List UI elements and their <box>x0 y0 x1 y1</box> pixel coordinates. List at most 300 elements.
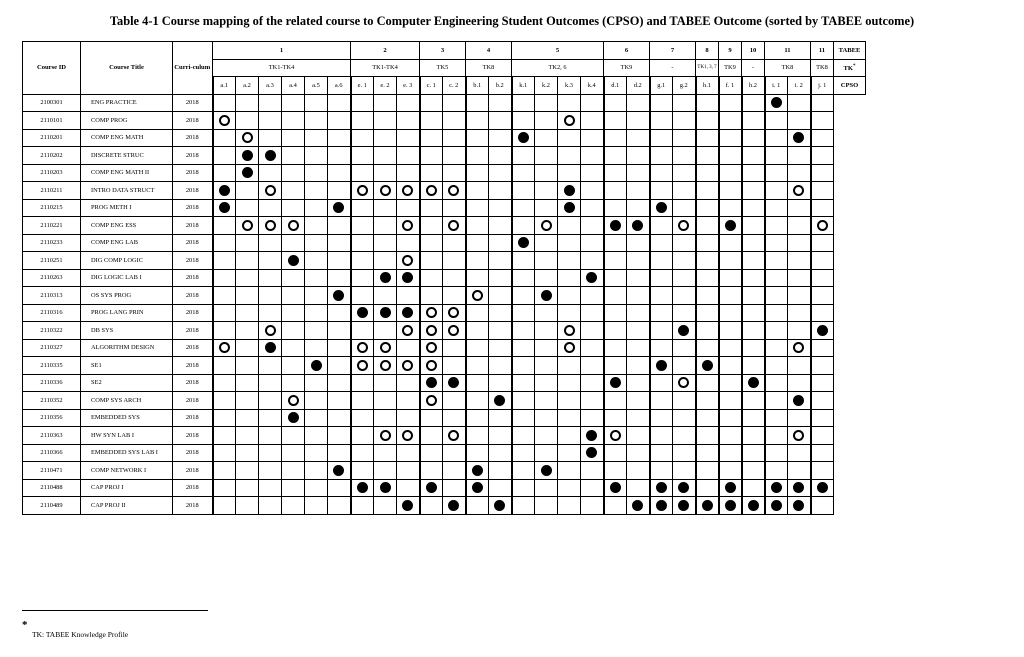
mapping-cell <box>742 427 765 445</box>
mapping-cell <box>443 462 466 480</box>
course-id-cell: 2110363 <box>23 427 81 445</box>
mapping-cell <box>673 444 696 462</box>
table-row <box>23 234 866 252</box>
mapping-cell <box>213 94 236 112</box>
tk-group-header: TK5 <box>420 59 466 77</box>
mapping-cell <box>811 199 834 217</box>
mapping-cell <box>719 497 742 515</box>
filled-circle-icon <box>748 500 759 511</box>
mapping-cell <box>236 479 259 497</box>
mapping-cell <box>581 287 604 305</box>
cpso-label: CPSO <box>834 77 866 95</box>
mapping-cell <box>581 497 604 515</box>
mapping-cell <box>765 147 788 165</box>
course-title-cell: PROG LANG PRIN <box>81 304 173 322</box>
mapping-cell <box>650 357 673 375</box>
mapping-cell <box>742 409 765 427</box>
curriculum-cell: 2018 <box>173 339 213 357</box>
mapping-cell <box>489 444 512 462</box>
mapping-cell <box>420 304 443 322</box>
mapping-cell <box>466 269 489 287</box>
filled-circle-icon <box>725 482 736 493</box>
mapping-cell <box>696 199 719 217</box>
mapping-cell <box>236 322 259 340</box>
mapping-cell <box>420 339 443 357</box>
mapping-cell <box>420 444 443 462</box>
mapping-cell <box>719 269 742 287</box>
tk-group-header: TK1-TK4 <box>213 59 351 77</box>
tk-group-header: TK2, 6 <box>512 59 604 77</box>
mapping-cell <box>397 392 420 410</box>
mapping-cell <box>374 444 397 462</box>
mapping-cell <box>811 409 834 427</box>
mapping-cell <box>788 234 811 252</box>
mapping-cell <box>236 252 259 270</box>
table-row <box>23 322 866 340</box>
course-id-cell: 2110335 <box>23 357 81 375</box>
cpso-header: j. 1 <box>811 77 834 95</box>
empty-cell <box>834 287 866 305</box>
mapping-cell <box>420 357 443 375</box>
mapping-cell <box>305 164 328 182</box>
mapping-cell <box>627 322 650 340</box>
mapping-cell <box>650 444 673 462</box>
filled-circle-icon <box>426 377 437 388</box>
mapping-cell <box>627 199 650 217</box>
mapping-cell <box>282 497 305 515</box>
mapping-cell <box>696 339 719 357</box>
cpso-header: e. 3 <box>397 77 420 95</box>
mapping-cell <box>719 374 742 392</box>
mapping-cell <box>650 94 673 112</box>
open-circle-icon <box>541 220 552 231</box>
mapping-cell <box>650 217 673 235</box>
mapping-cell <box>259 497 282 515</box>
mapping-cell <box>765 269 788 287</box>
mapping-cell <box>489 409 512 427</box>
mapping-cell <box>696 234 719 252</box>
mapping-cell <box>374 339 397 357</box>
table-row <box>23 304 866 322</box>
mapping-cell <box>213 112 236 130</box>
course-title-header: Course Title <box>81 42 173 95</box>
mapping-cell <box>811 94 834 112</box>
mapping-cell <box>627 339 650 357</box>
mapping-cell <box>627 112 650 130</box>
mapping-cell <box>351 462 374 480</box>
mapping-cell <box>581 444 604 462</box>
mapping-cell <box>443 427 466 445</box>
mapping-cell <box>673 182 696 200</box>
mapping-cell <box>788 304 811 322</box>
filled-circle-icon <box>311 360 322 371</box>
mapping-cell <box>305 304 328 322</box>
mapping-cell <box>719 479 742 497</box>
mapping-cell <box>811 287 834 305</box>
mapping-cell <box>811 217 834 235</box>
curriculum-cell: 2018 <box>173 164 213 182</box>
cpso-header: a.5 <box>305 77 328 95</box>
mapping-cell <box>742 322 765 340</box>
filled-circle-icon <box>448 377 459 388</box>
mapping-cell <box>305 112 328 130</box>
mapping-cell <box>236 304 259 322</box>
mapping-cell <box>328 392 351 410</box>
mapping-cell <box>696 112 719 130</box>
filled-circle-icon <box>586 272 597 283</box>
mapping-cell <box>489 164 512 182</box>
cpso-header: k.4 <box>581 77 604 95</box>
course-title-cell: HW SYN LAB I <box>81 427 173 445</box>
table-row <box>23 269 866 287</box>
mapping-cell <box>512 374 535 392</box>
mapping-cell <box>811 269 834 287</box>
mapping-cell <box>650 287 673 305</box>
course-title-cell: DIG LOGIC LAB I <box>81 269 173 287</box>
empty-cell <box>834 217 866 235</box>
mapping-cell <box>443 217 466 235</box>
mapping-cell <box>558 497 581 515</box>
mapping-cell <box>558 94 581 112</box>
mapping-cell <box>374 129 397 147</box>
cpso-header: g.1 <box>650 77 673 95</box>
open-circle-icon <box>426 307 437 318</box>
mapping-cell <box>443 269 466 287</box>
filled-circle-icon <box>402 307 413 318</box>
mapping-cell <box>604 357 627 375</box>
mapping-cell <box>328 444 351 462</box>
mapping-cell <box>259 269 282 287</box>
mapping-cell <box>236 112 259 130</box>
filled-circle-icon <box>426 482 437 493</box>
mapping-cell <box>742 339 765 357</box>
mapping-cell <box>765 479 788 497</box>
table-row <box>23 427 866 445</box>
mapping-cell <box>443 357 466 375</box>
course-title-cell: ENG PRACTICE <box>81 94 173 112</box>
empty-cell <box>834 252 866 270</box>
mapping-cell <box>397 147 420 165</box>
mapping-cell <box>742 497 765 515</box>
mapping-cell <box>420 252 443 270</box>
filled-circle-icon <box>678 325 689 336</box>
open-circle-icon <box>426 325 437 336</box>
mapping-cell <box>765 444 788 462</box>
mapping-cell <box>489 479 512 497</box>
mapping-cell <box>558 374 581 392</box>
course-title-cell: OS SYS PROG <box>81 287 173 305</box>
mapping-cell <box>374 94 397 112</box>
mapping-cell <box>328 479 351 497</box>
mapping-cell <box>650 427 673 445</box>
mapping-cell <box>673 427 696 445</box>
mapping-cell <box>466 147 489 165</box>
course-id-cell: 2110313 <box>23 287 81 305</box>
mapping-cell <box>696 269 719 287</box>
mapping-cell <box>351 479 374 497</box>
table-row <box>23 287 866 305</box>
tk-group-header: TK9 <box>604 59 650 77</box>
filled-circle-icon <box>333 465 344 476</box>
mapping-cell <box>236 357 259 375</box>
empty-cell <box>834 269 866 287</box>
mapping-cell <box>351 182 374 200</box>
mapping-cell <box>420 462 443 480</box>
mapping-cell <box>328 164 351 182</box>
mapping-cell <box>788 94 811 112</box>
empty-cell <box>834 164 866 182</box>
mapping-cell <box>213 427 236 445</box>
mapping-cell <box>374 427 397 445</box>
mapping-cell <box>351 392 374 410</box>
filled-circle-icon <box>725 220 736 231</box>
mapping-cell <box>489 182 512 200</box>
mapping-cell <box>811 444 834 462</box>
mapping-cell <box>328 112 351 130</box>
mapping-cell <box>351 129 374 147</box>
mapping-cell <box>811 497 834 515</box>
curriculum-cell: 2018 <box>173 182 213 200</box>
mapping-cell <box>765 462 788 480</box>
mapping-cell <box>512 409 535 427</box>
mapping-cell <box>719 217 742 235</box>
mapping-cell <box>420 164 443 182</box>
curriculum-cell: 2018 <box>173 217 213 235</box>
mapping-cell <box>650 339 673 357</box>
mapping-cell <box>489 322 512 340</box>
mapping-cell <box>374 462 397 480</box>
mapping-cell <box>558 409 581 427</box>
tabee-group-header: 4 <box>466 42 512 60</box>
mapping-cell <box>788 374 811 392</box>
mapping-cell <box>765 94 788 112</box>
mapping-cell <box>420 479 443 497</box>
mapping-cell <box>811 427 834 445</box>
mapping-cell <box>259 479 282 497</box>
mapping-cell <box>466 479 489 497</box>
filled-circle-icon <box>402 272 413 283</box>
mapping-cell <box>374 497 397 515</box>
table-row <box>23 392 866 410</box>
mapping-cell <box>282 112 305 130</box>
mapping-cell <box>328 357 351 375</box>
table-row <box>23 147 866 165</box>
course-id-cell: 2110215 <box>23 199 81 217</box>
mapping-cell <box>374 392 397 410</box>
mapping-cell <box>443 444 466 462</box>
tabee-group-header: 11 <box>765 42 811 60</box>
open-circle-icon <box>793 185 804 196</box>
mapping-cell <box>213 129 236 147</box>
mapping-cell <box>420 129 443 147</box>
mapping-cell <box>397 94 420 112</box>
mapping-cell <box>374 269 397 287</box>
open-circle-icon <box>448 325 459 336</box>
mapping-cell <box>627 217 650 235</box>
mapping-cell <box>282 182 305 200</box>
mapping-cell <box>282 147 305 165</box>
mapping-cell <box>627 462 650 480</box>
mapping-cell <box>581 392 604 410</box>
mapping-cell <box>305 182 328 200</box>
mapping-cell <box>236 182 259 200</box>
filled-circle-icon <box>472 482 483 493</box>
mapping-cell <box>581 164 604 182</box>
mapping-cell <box>765 357 788 375</box>
mapping-cell <box>811 339 834 357</box>
mapping-cell <box>374 112 397 130</box>
mapping-cell <box>627 409 650 427</box>
mapping-cell <box>374 234 397 252</box>
course-id-cell: 2110489 <box>23 497 81 515</box>
table-title: Table 4-1 Course mapping of the related course to Computer Engineering Student Outcomes (CPSO) and TABEE Outcome (sorted by TABEE outcome) <box>109 14 915 28</box>
mapping-cell <box>374 199 397 217</box>
course-id-cell: 2110101 <box>23 112 81 130</box>
open-circle-icon <box>564 325 575 336</box>
mapping-cell <box>328 199 351 217</box>
mapping-cell <box>604 94 627 112</box>
mapping-cell <box>650 497 673 515</box>
mapping-cell <box>535 147 558 165</box>
mapping-cell <box>282 94 305 112</box>
mapping-cell <box>719 339 742 357</box>
empty-cell <box>834 479 866 497</box>
mapping-cell <box>535 112 558 130</box>
open-circle-icon <box>242 220 253 231</box>
mapping-cell <box>604 112 627 130</box>
mapping-cell <box>282 252 305 270</box>
empty-cell <box>834 199 866 217</box>
mapping-cell <box>512 199 535 217</box>
mapping-cell <box>282 392 305 410</box>
mapping-cell <box>673 392 696 410</box>
curriculum-cell: 2018 <box>173 199 213 217</box>
mapping-cell <box>581 357 604 375</box>
mapping-cell <box>374 409 397 427</box>
mapping-cell <box>627 479 650 497</box>
mapping-cell <box>627 444 650 462</box>
mapping-cell <box>650 147 673 165</box>
mapping-cell <box>581 462 604 480</box>
mapping-cell <box>328 339 351 357</box>
open-circle-icon <box>472 290 483 301</box>
mapping-cell <box>696 479 719 497</box>
mapping-cell <box>627 304 650 322</box>
mapping-cell <box>558 357 581 375</box>
filled-circle-icon <box>725 500 736 511</box>
mapping-cell <box>466 357 489 375</box>
mapping-cell <box>788 287 811 305</box>
mapping-cell <box>627 94 650 112</box>
mapping-cell <box>236 444 259 462</box>
mapping-cell <box>259 287 282 305</box>
mapping-cell <box>788 479 811 497</box>
mapping-cell <box>742 304 765 322</box>
mapping-cell <box>259 129 282 147</box>
mapping-cell <box>765 374 788 392</box>
mapping-cell <box>489 392 512 410</box>
filled-circle-icon <box>656 500 667 511</box>
mapping-cell <box>558 287 581 305</box>
table-row <box>23 129 866 147</box>
mapping-cell <box>765 287 788 305</box>
empty-cell <box>834 147 866 165</box>
mapping-cell <box>282 304 305 322</box>
open-circle-icon <box>564 342 575 353</box>
mapping-cell <box>742 234 765 252</box>
mapping-cell <box>742 479 765 497</box>
open-circle-icon <box>426 360 437 371</box>
course-id-cell: 2110203 <box>23 164 81 182</box>
mapping-cell <box>489 112 512 130</box>
mapping-cell <box>673 339 696 357</box>
mapping-cell <box>604 147 627 165</box>
mapping-cell <box>466 199 489 217</box>
mapping-cell <box>236 129 259 147</box>
mapping-cell <box>351 374 374 392</box>
mapping-cell <box>696 304 719 322</box>
table-row <box>23 462 866 480</box>
filled-circle-icon <box>219 202 230 213</box>
mapping-cell <box>604 339 627 357</box>
filled-circle-icon <box>265 150 276 161</box>
filled-circle-icon <box>380 272 391 283</box>
cpso-header: g.2 <box>673 77 696 95</box>
open-circle-icon <box>426 342 437 353</box>
mapping-cell <box>213 479 236 497</box>
mapping-cell <box>305 129 328 147</box>
mapping-cell <box>512 147 535 165</box>
open-circle-icon <box>357 185 368 196</box>
mapping-cell <box>420 112 443 130</box>
course-id-cell: 2110322 <box>23 322 81 340</box>
mapping-cell <box>604 479 627 497</box>
mapping-cell <box>466 164 489 182</box>
mapping-cell <box>696 374 719 392</box>
mapping-cell <box>351 94 374 112</box>
mapping-cell <box>765 304 788 322</box>
course-id-cell: 2110263 <box>23 269 81 287</box>
mapping-cell <box>466 427 489 445</box>
course-id-cell: 2110471 <box>23 462 81 480</box>
mapping-cell <box>443 287 466 305</box>
mapping-cell <box>305 444 328 462</box>
mapping-cell <box>811 164 834 182</box>
mapping-cell <box>765 497 788 515</box>
mapping-cell <box>765 129 788 147</box>
cpso-header: d.2 <box>627 77 650 95</box>
mapping-cell <box>535 357 558 375</box>
mapping-cell <box>305 357 328 375</box>
course-title-cell: CAP PROJ I <box>81 479 173 497</box>
filled-circle-icon <box>702 360 713 371</box>
filled-circle-icon <box>494 395 505 406</box>
mapping-cell <box>443 322 466 340</box>
curriculum-cell: 2018 <box>173 252 213 270</box>
table-row <box>23 479 866 497</box>
cpso-header: c. 2 <box>443 77 466 95</box>
mapping-cell <box>788 199 811 217</box>
mapping-cell <box>282 164 305 182</box>
filled-circle-icon <box>702 500 713 511</box>
tk-footnote-marker: * <box>853 63 856 69</box>
mapping-cell <box>512 497 535 515</box>
mapping-cell <box>604 392 627 410</box>
mapping-cell <box>443 112 466 130</box>
mapping-cell <box>420 269 443 287</box>
mapping-cell <box>328 462 351 480</box>
mapping-cell <box>650 112 673 130</box>
